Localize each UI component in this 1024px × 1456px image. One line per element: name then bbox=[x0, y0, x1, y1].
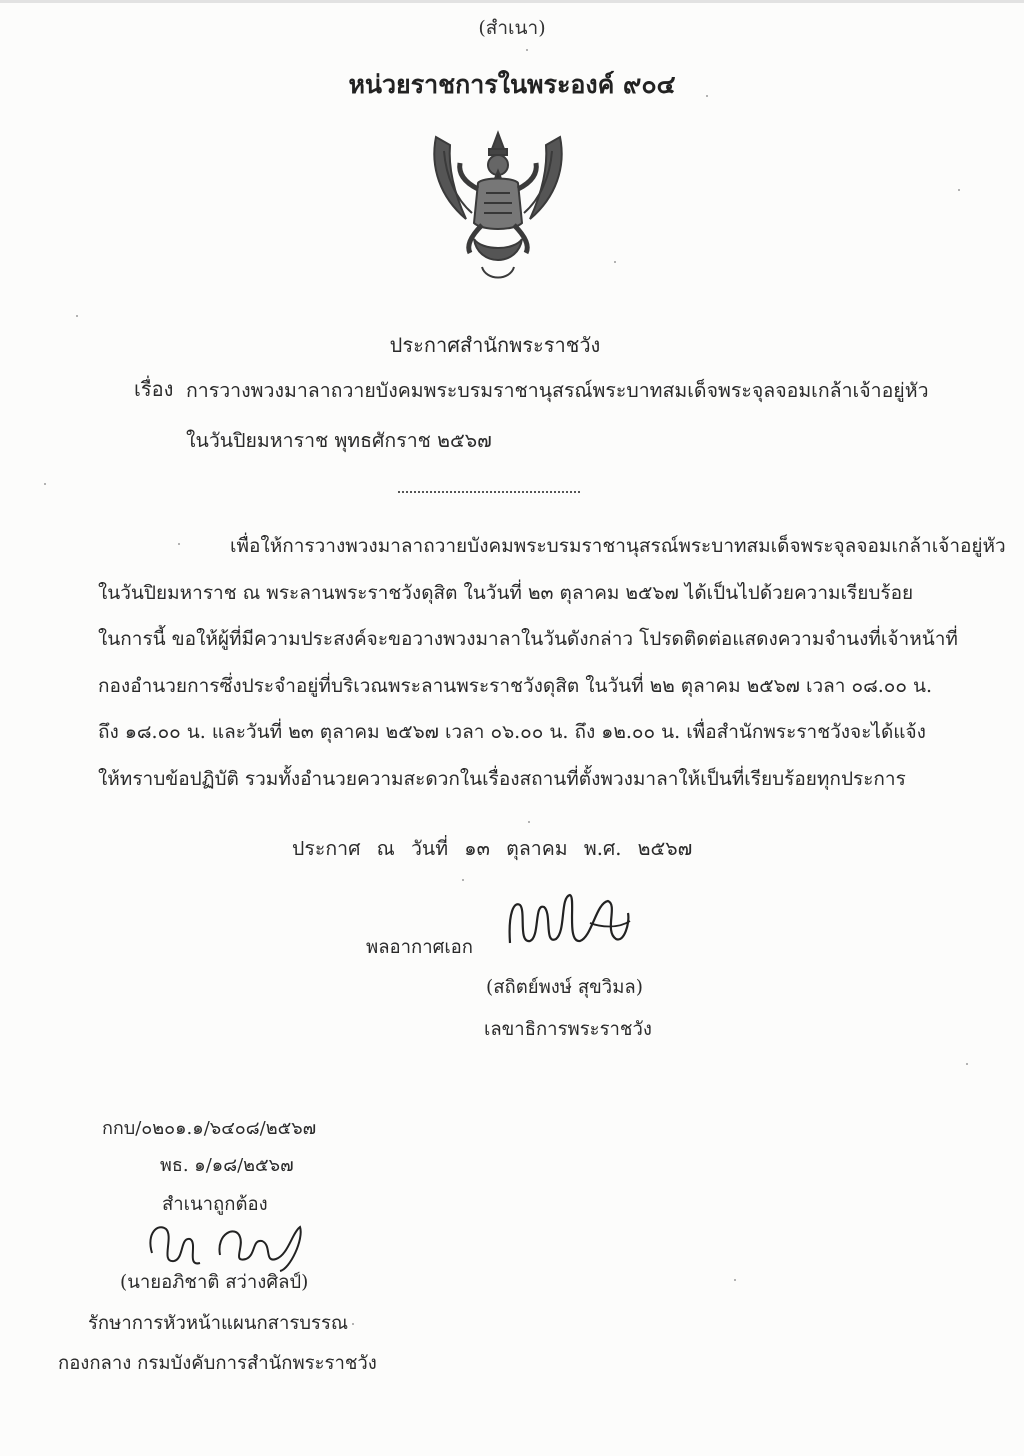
signature-icon bbox=[500, 883, 640, 963]
scan-speck bbox=[528, 821, 530, 823]
reference-number: พธ. ๑/๑๘/๒๕๖๗ bbox=[160, 1155, 294, 1176]
scan-speck bbox=[734, 1279, 736, 1281]
body-text-line: กองอำนวยการซึ่งประจำอยู่ที่บริเวณพระลานพระราชวังดุสิต ในวันที่ ๒๒ ตุลาคม ๒๕๖๗ เวลา ๐๘.๐๐ น. bbox=[98, 675, 933, 697]
scan-speck bbox=[526, 49, 528, 51]
body-text-line: ในการนี้ ขอให้ผู้ที่มีความประสงค์จะขอวางพวงมาลาในวันดังกล่าว โปรดติดต่อแสดงความจำนงที่เจ้าหน้าที่ bbox=[98, 628, 958, 650]
certified-copy-label: สำเนาถูกต้อง bbox=[162, 1194, 268, 1215]
signatory-rank: พลอากาศเอก bbox=[366, 937, 473, 958]
scan-speck bbox=[178, 543, 180, 545]
scan-speck bbox=[44, 483, 46, 485]
certifier-position: รักษาการหัวหน้าแผนกสารบรรณ bbox=[88, 1313, 349, 1334]
copy-mark: (สำเนา) bbox=[478, 17, 546, 39]
signatory-title: เลขาธิการพระราชวัง bbox=[484, 1019, 652, 1040]
dotted-divider bbox=[398, 491, 580, 493]
scan-speck bbox=[966, 1063, 968, 1065]
scan-speck bbox=[76, 315, 78, 317]
body-text-line: ถึง ๑๘.๐๐ น. และวันที่ ๒๓ ตุลาคม ๒๕๖๗ เวลา ๐๖.๐๐ น. ถึง ๑๒.๐๐ น. เพื่อสำนักพระราชวังจะได้แจ้ง bbox=[98, 721, 926, 743]
announcement-dateline: ประกาศ ณ วันที่ ๑๓ ตุลาคม พ.ศ. ๒๕๖๗ bbox=[292, 837, 693, 860]
signature-icon bbox=[140, 1213, 310, 1275]
agency-heading: หน่วยราชการในพระองค์ ๙๐๔ bbox=[348, 70, 676, 99]
subject-label: เรื่อง bbox=[134, 377, 174, 401]
certifier-department: กองกลาง กรมบังคับการสำนักพระราชวัง bbox=[58, 1353, 377, 1374]
reference-number: กกบ/๐๒๐๑.๑/๖๔๐๘/๒๕๖๗ bbox=[102, 1118, 317, 1139]
body-text-line: เพื่อให้การวางพวงมาลาถวายบังคมพระบรมราชานุสรณ์พระบาทสมเด็จพระจุลจอมเกล้าเจ้าอยู่หัว bbox=[230, 535, 1006, 557]
garuda-emblem-icon bbox=[426, 127, 570, 287]
scan-speck bbox=[706, 95, 708, 97]
announcement-title: ประกาศสำนักพระราชวัง bbox=[389, 333, 601, 357]
scan-speck bbox=[614, 261, 616, 263]
scan-speck bbox=[958, 189, 960, 191]
signatory-name: (สถิตย์พงษ์ สุขวิมล) bbox=[486, 977, 643, 998]
scan-speck bbox=[352, 1323, 354, 1325]
subject-text-line: การวางพวงมาลาถวายบังคมพระบรมราชานุสรณ์พระบาทสมเด็จพระจุลจอมเกล้าเจ้าอยู่หัว bbox=[186, 379, 929, 402]
certifier-name: (นายอภิชาติ สว่างศิลป์) bbox=[120, 1272, 309, 1293]
scan-speck bbox=[462, 879, 464, 881]
body-text-line: ในวันปิยมหาราช ณ พระลานพระราชวังดุสิต ในวันที่ ๒๓ ตุลาคม ๒๕๖๗ ได้เป็นไปด้วยความเรียบร้อย bbox=[98, 582, 914, 604]
body-text-line: ให้ทราบข้อปฏิบัติ รวมทั้งอำนวยความสะดวกในเรื่องสถานที่ตั้งพวงมาลาให้เป็นที่เรียบร้อยทุกประการ bbox=[98, 768, 906, 790]
subject-text-line: ในวันปิยมหาราช พุทธศักราช ๒๕๖๗ bbox=[186, 429, 492, 452]
